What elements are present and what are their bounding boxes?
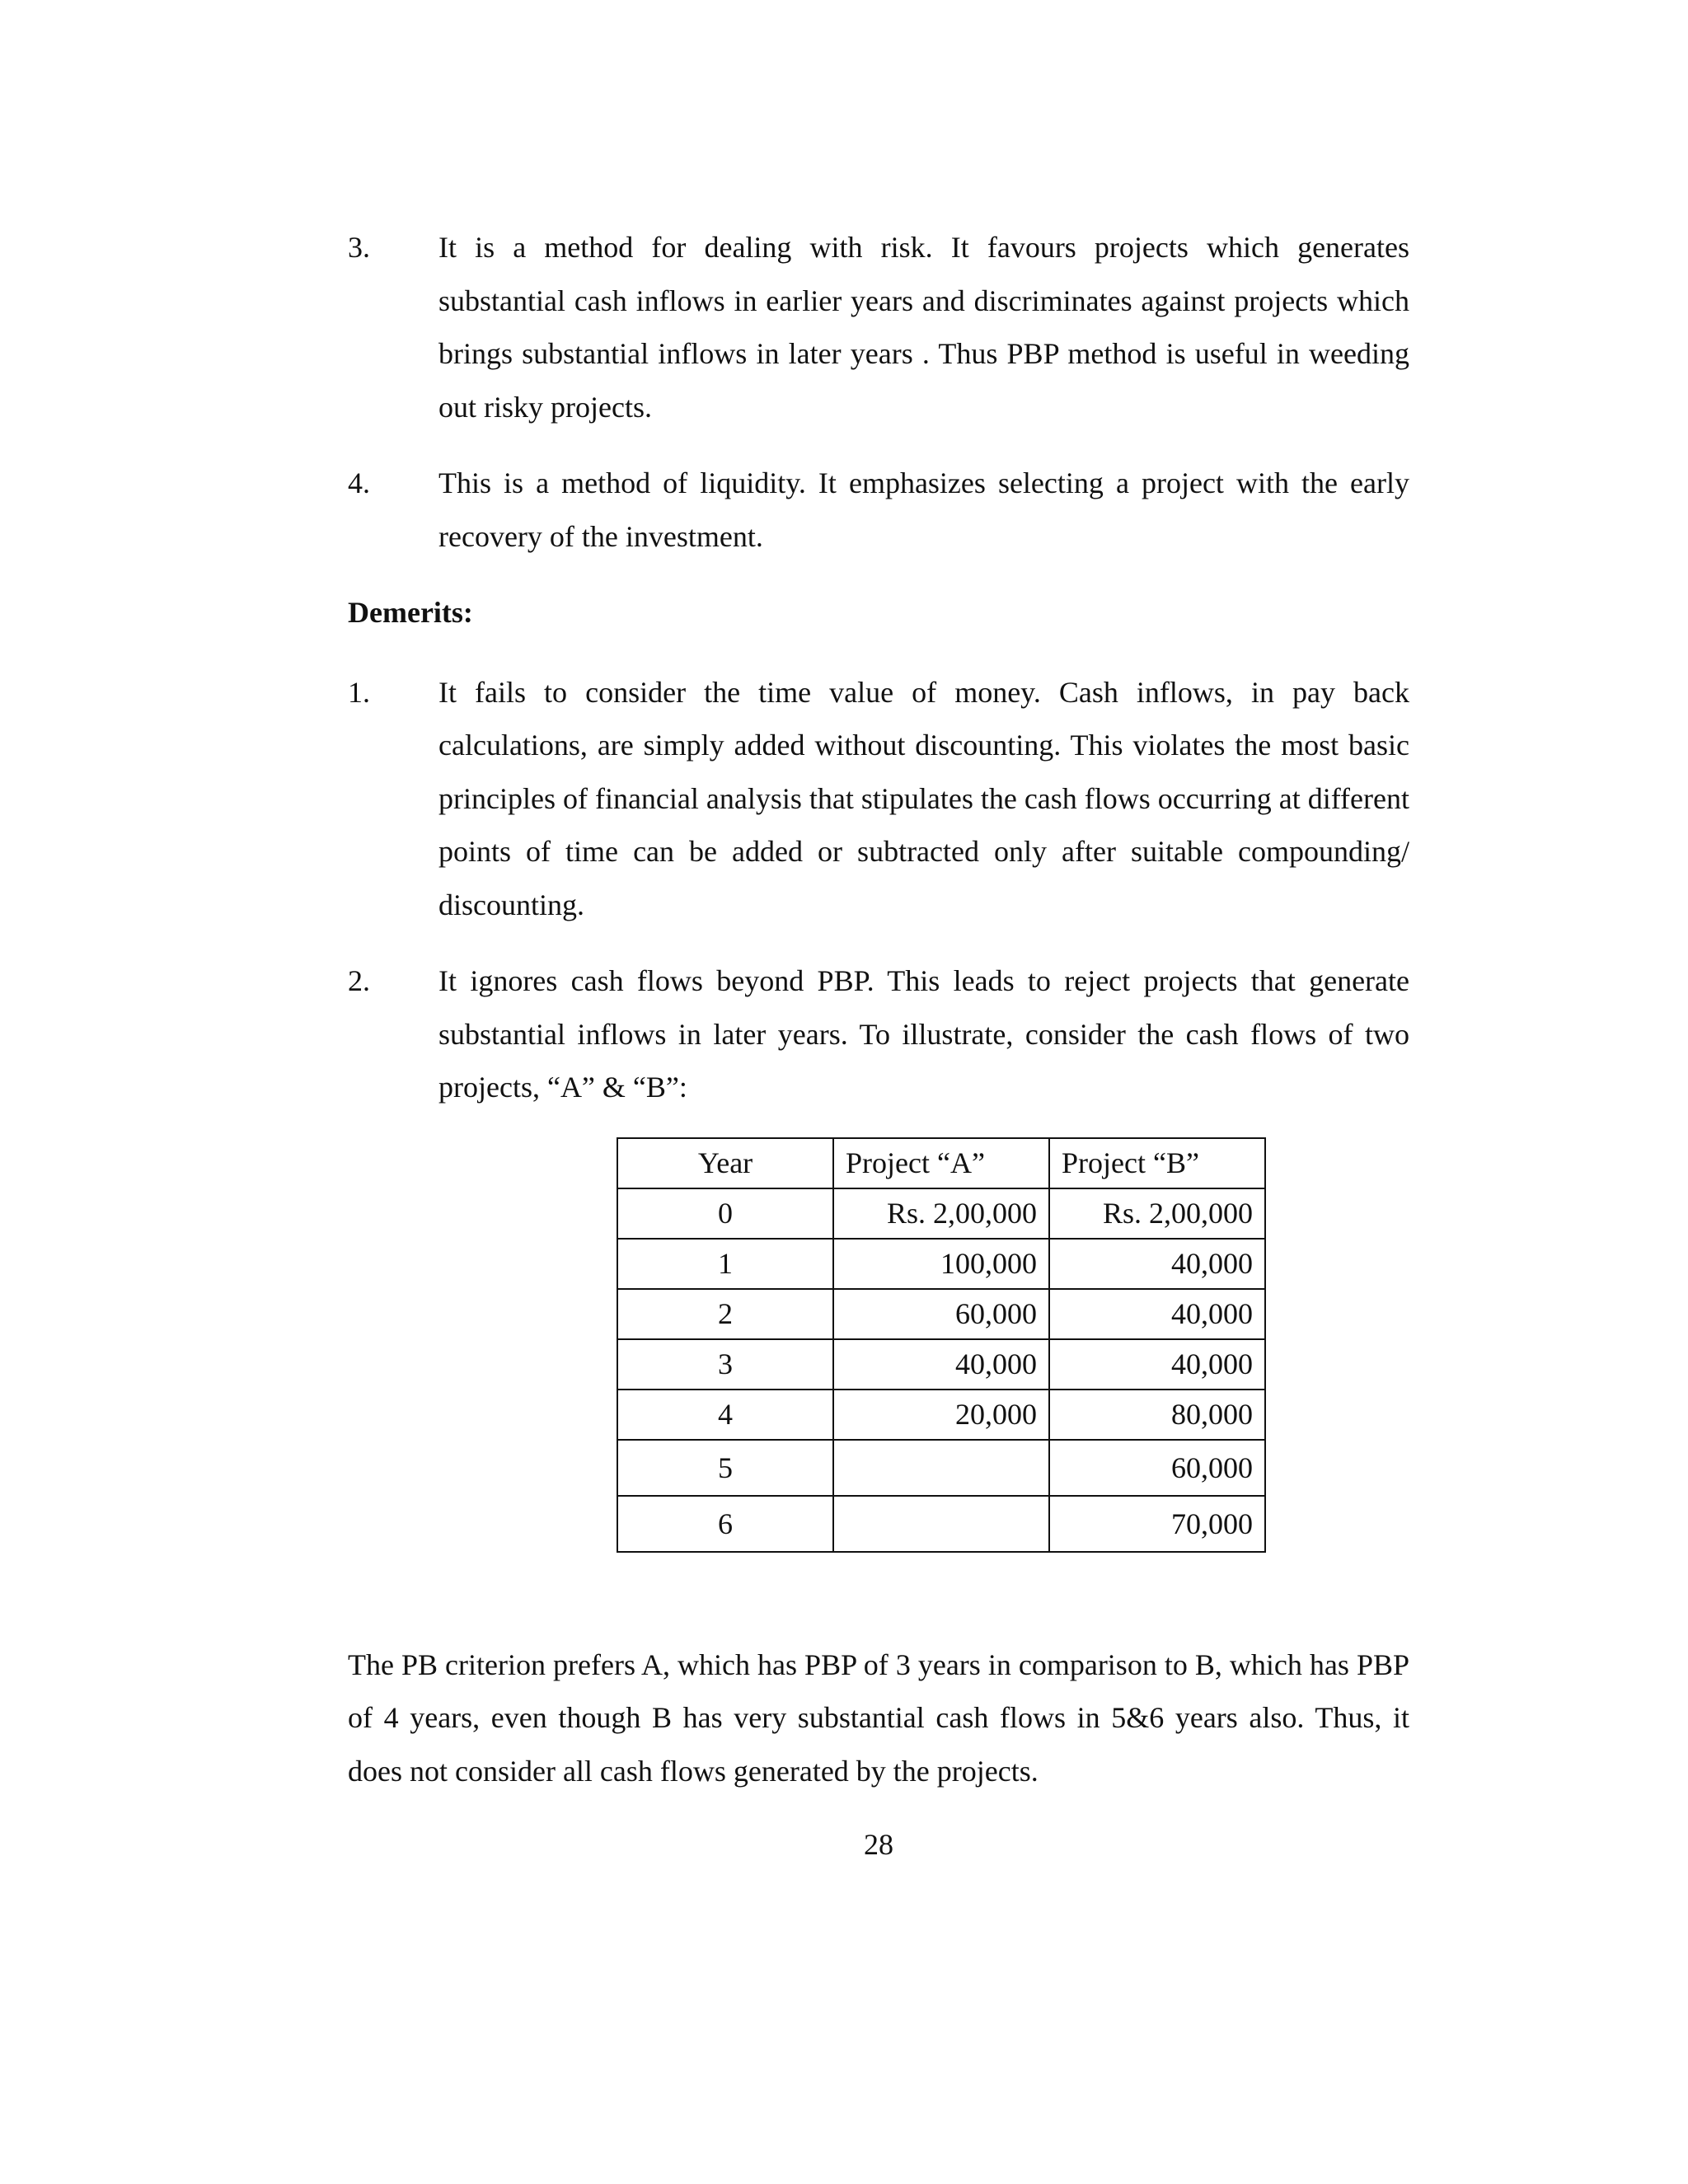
document-page bbox=[348, 221, 1409, 1862]
demerits-heading: Demerits: bbox=[348, 596, 473, 629]
year-cell: 1 bbox=[617, 1239, 833, 1289]
table-row bbox=[617, 1390, 1265, 1440]
project-b-cell: 40,000 bbox=[1049, 1239, 1265, 1289]
page-number: 28 bbox=[864, 1828, 893, 1861]
demerit-item-2 bbox=[348, 954, 1409, 1114]
list-number: 4. bbox=[348, 466, 370, 499]
list-number: 3. bbox=[348, 231, 370, 264]
table-row bbox=[617, 1188, 1265, 1239]
demerit-item-1 bbox=[348, 666, 1409, 932]
column-header-project-b: Project “B” bbox=[1049, 1138, 1265, 1188]
table-row bbox=[617, 1440, 1265, 1496]
merit-item-4 bbox=[348, 457, 1409, 563]
list-text: This is a method of liquidity. It emphasizes selecting a project with the early recovery of the investment. bbox=[438, 466, 1409, 553]
year-cell: 2 bbox=[617, 1289, 833, 1339]
table-header-row bbox=[617, 1138, 1265, 1188]
list-text: It fails to consider the time value of money. Cash inflows, in pay back calculations, are simply added without discounting. This violates the most basic principles of financial analysis that stipulates the cash flows occurring at different points of time can be added or subtracted only after suitable compounding/ discounting. bbox=[438, 675, 1409, 921]
conclusion-paragraph: The PB criterion prefers A, which has PBP of 3 years in comparison to B, which has PBP of 4 years, even though B has very substantial cash flows in 5&6 years also. Thus, it does not consider all cash flows generated by the projects. bbox=[348, 1647, 1409, 1788]
project-b-cell: 40,000 bbox=[1049, 1289, 1265, 1339]
merit-item-3 bbox=[348, 221, 1409, 434]
project-b-cell: 80,000 bbox=[1049, 1390, 1265, 1440]
year-cell: 6 bbox=[617, 1496, 833, 1552]
project-a-cell bbox=[833, 1496, 1049, 1552]
project-a-cell: 100,000 bbox=[833, 1239, 1049, 1289]
project-b-cell: 70,000 bbox=[1049, 1496, 1265, 1552]
year-cell: 3 bbox=[617, 1339, 833, 1390]
list-number: 1. bbox=[348, 675, 370, 709]
project-b-cell: Rs. 2,00,000 bbox=[1049, 1188, 1265, 1239]
project-a-cell: 60,000 bbox=[833, 1289, 1049, 1339]
list-number: 2. bbox=[348, 964, 370, 997]
year-cell: 0 bbox=[617, 1188, 833, 1239]
table-row bbox=[617, 1239, 1265, 1289]
list-text: It is a method for dealing with risk. It favours projects which generates substantial cash inflows in earlier years and discriminates against projects which brings substantial inflows in later years . Thus PBP method is useful in weeding out risky projects. bbox=[438, 231, 1409, 424]
table-row bbox=[617, 1289, 1265, 1339]
table-row bbox=[617, 1496, 1265, 1552]
project-a-cell: 20,000 bbox=[833, 1390, 1049, 1440]
list-text: It ignores cash flows beyond PBP. This leads to reject projects that generate substantial inflows in later years. To illustrate, consider the cash flows of two projects, “A” & “B”: bbox=[438, 964, 1409, 1104]
year-cell: 4 bbox=[617, 1390, 833, 1440]
column-header-project-a: Project “A” bbox=[833, 1138, 1049, 1188]
year-cell: 5 bbox=[617, 1440, 833, 1496]
column-header-year: Year bbox=[617, 1138, 833, 1188]
project-a-cell: 40,000 bbox=[833, 1339, 1049, 1390]
project-b-cell: 40,000 bbox=[1049, 1339, 1265, 1390]
project-a-cell: Rs. 2,00,000 bbox=[833, 1188, 1049, 1239]
project-a-cell bbox=[833, 1440, 1049, 1496]
project-b-cell: 60,000 bbox=[1049, 1440, 1265, 1496]
cash-flow-table bbox=[617, 1137, 1266, 1553]
table-row bbox=[617, 1339, 1265, 1390]
